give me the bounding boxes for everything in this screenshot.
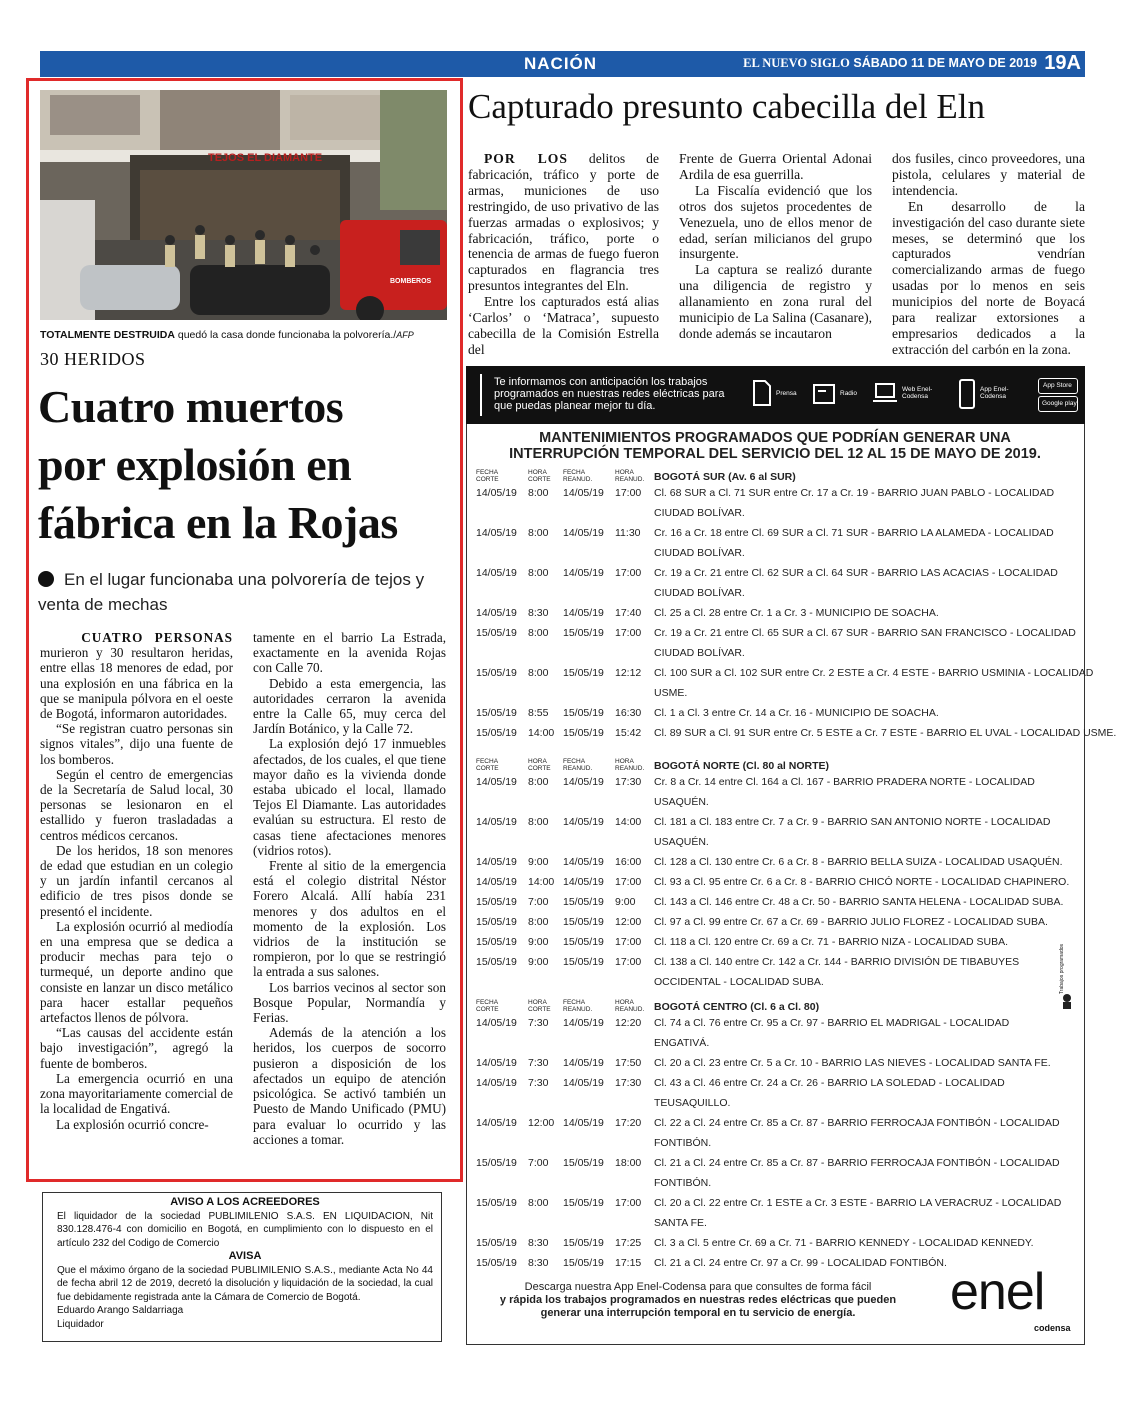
affected-area-cont: FONTIBÓN. bbox=[654, 1137, 712, 1149]
column-header: HORA bbox=[528, 758, 547, 765]
resume-date: 14/05/19 bbox=[563, 607, 604, 619]
caption-bold: TOTALMENTE DESTRUIDA bbox=[40, 329, 175, 341]
column-header: REANUD. bbox=[615, 765, 645, 772]
cut-time: 8:30 bbox=[528, 1257, 549, 1269]
paragraph: De los heridos, 18 son menores de edad que estudian en un colegio y un jardín infantil cercanos al edificio de tres pisos donde se presentó el incidente. bbox=[40, 842, 233, 919]
resume-date: 14/05/19 bbox=[563, 876, 604, 888]
resume-time: 16:30 bbox=[615, 707, 642, 719]
notice-paragraph: El liquidador de la sociedad PUBLIMILENIO S.A.S. EN LIQUIDACION, Nit 830.128.476-4 con domicilio en Bogotá, en cumplimiento con lo dispuesto en el artículo 232 del Codigo de Comercio bbox=[57, 1210, 433, 1249]
cut-date: 15/05/19 bbox=[476, 1197, 517, 1209]
lead-in: CUATRO PERSONAS bbox=[81, 630, 233, 645]
side-note-text: Trabajos programados bbox=[1059, 943, 1066, 995]
notice-title: AVISO A LOS ACREEDORES bbox=[170, 1196, 320, 1208]
column-header: CORTE bbox=[528, 1006, 551, 1013]
paragraph: Frente al sitio de la emergencia está el colegio distrital Néstor Forero Alcalá. Allí había 231 menores y dos adultos en el momento de la explosión. Los vidrios de la institución se rompieron, por lo que se restringió la entrada a sus salones. bbox=[253, 858, 446, 980]
resume-date: 15/05/19 bbox=[563, 956, 604, 968]
cut-time: 7:30 bbox=[528, 1057, 549, 1069]
headline-line-3: fábrica en la Rojas bbox=[38, 497, 398, 548]
cut-time: 8:00 bbox=[528, 527, 549, 539]
affected-area: Cl. 21 a Cl. 24 entre Cr. 97 a Cr. 99 - LOCALIDAD FONTIBÓN. bbox=[654, 1257, 947, 1269]
cut-date: 14/05/19 bbox=[476, 856, 517, 868]
paragraph: En desarrollo de la investigación del caso durante siete meses, se determinó que los capturados vendrían comercializando armas de fuego usadas por lo menos en seis municipios del norte de Boyacá para realizar extorsiones a empresarios dedicados a la extracción del carbón en la zona. bbox=[892, 198, 1085, 357]
column-header: REANUD. bbox=[615, 476, 645, 483]
column-header: FECHA bbox=[476, 469, 499, 476]
column-header: CORTE bbox=[476, 476, 499, 483]
resume-date: 14/05/19 bbox=[563, 1077, 604, 1089]
affected-area: Cl. 100 SUR a Cl. 102 SUR entre Cr. 2 ESTE a Cr. 4 ESTE - BARRIO USMINIA - LOCALIDAD bbox=[654, 667, 1094, 679]
column-header: CORTE bbox=[476, 765, 499, 772]
resume-date: 15/05/19 bbox=[563, 1157, 604, 1169]
cut-time: 9:00 bbox=[528, 936, 549, 948]
shop-sign: TEJOS EL DIAMANTE bbox=[208, 152, 323, 164]
resume-time: 17:00 bbox=[615, 487, 642, 499]
cut-date: 15/05/19 bbox=[476, 896, 517, 908]
footer-line-3: generar una interrupción temporal en tu servicio de energía. bbox=[540, 1307, 856, 1319]
cut-time: 8:00 bbox=[528, 627, 549, 639]
newspaper-name: EL NUEVO SIGLO bbox=[743, 56, 850, 70]
affected-area: Cl. 143 a Cl. 146 entre Cr. 48 a Cr. 50 - BARRIO SANTA HELENA - LOCALIDAD SUBA. bbox=[654, 896, 1064, 908]
resume-time: 17:00 bbox=[615, 876, 642, 888]
affected-area: Cr. 19 a Cr. 21 entre Cl. 62 SUR a Cl. 64 SUR - BARRIO LAS ACACIAS - LOCALIDAD bbox=[654, 567, 1058, 579]
affected-area: Cl. 1 a Cl. 3 entre Cr. 14 a Cr. 16 - MUNICIPIO DE SOACHA. bbox=[654, 707, 939, 719]
subtitle-text: En el lugar funcionaba una polvorería de tejos y venta de mechas bbox=[38, 570, 425, 614]
cut-date: 14/05/19 bbox=[476, 1077, 517, 1089]
affected-area-cont: CIUDAD BOLÍVAR. bbox=[654, 507, 745, 519]
affected-area-cont: CIUDAD BOLÍVAR. bbox=[654, 587, 745, 599]
notice-signature: Eduardo Arango Saldarriaga bbox=[57, 1305, 184, 1316]
paragraph: Entre los capturados está alias ‘Carlos’ o ‘Matraca’, supuesto cabecilla de la Comisión Estrella del bbox=[468, 294, 659, 357]
story-column-1 bbox=[40, 630, 233, 1132]
cut-time: 7:00 bbox=[528, 896, 549, 908]
headline-line-1: Cuatro muertos bbox=[38, 381, 344, 432]
resume-time: 17:00 bbox=[615, 1197, 642, 1209]
enel-intro-text: Te informamos con anticipación los trabajos programados en nuestras redes eléctricas para que puedas planear mejor tu día. bbox=[494, 376, 725, 412]
column-header: FECHA bbox=[563, 999, 586, 1006]
resume-time: 17:15 bbox=[615, 1257, 642, 1269]
affected-area: Cl. 138 a Cl. 140 entre Cr. 142 a Cr. 144 - BARRIO DIVISIÓN DE TIBABUYES bbox=[654, 956, 1020, 968]
affected-area: Cl. 21 a Cl. 24 entre Cr. 85 a Cr. 87 - BARRIO FERROCAJA FONTIBÓN - LOCALIDAD bbox=[654, 1157, 1060, 1169]
story-subtitle bbox=[38, 567, 438, 617]
cut-date: 14/05/19 bbox=[476, 1117, 517, 1129]
affected-area-cont: ENGATIVÁ. bbox=[654, 1037, 710, 1049]
column-header: HORA bbox=[615, 758, 634, 765]
cut-date: 14/05/19 bbox=[476, 776, 517, 788]
affected-area-cont: OCCIDENTAL - LOCALIDAD SUBA. bbox=[654, 976, 824, 988]
region-heading: BOGOTÁ CENTRO (Cl. 6 a Cl. 80) bbox=[654, 1001, 820, 1013]
cut-date: 15/05/19 bbox=[476, 1157, 517, 1169]
column-header: CORTE bbox=[528, 476, 551, 483]
affected-area: Cl. 118 a Cl. 120 entre Cr. 69 a Cr. 71 - BARRIO NIZA - LOCALIDAD SUBA. bbox=[654, 936, 1009, 948]
resume-date: 14/05/19 bbox=[563, 1017, 604, 1029]
region-heading: BOGOTÁ NORTE (Cl. 80 al NORTE) bbox=[654, 760, 830, 772]
cut-time: 14:00 bbox=[528, 876, 555, 888]
cut-date: 14/05/19 bbox=[476, 876, 517, 888]
resume-time: 17:00 bbox=[615, 956, 642, 968]
resume-date: 15/05/19 bbox=[563, 1197, 604, 1209]
affected-area: Cl. 20 a Cl. 23 entre Cr. 5 a Cr. 10 - BARRIO LAS NIEVES - LOCALIDAD SANTA FE. bbox=[654, 1057, 1051, 1069]
column-header: FECHA bbox=[476, 758, 499, 765]
affected-area: Cr. 16 a Cr. 18 entre Cl. 69 SUR a Cl. 71 SUR - BARRIO LA ALAMEDA - LOCALIDAD bbox=[654, 527, 1054, 539]
cut-time: 7:30 bbox=[528, 1077, 549, 1089]
cut-time: 9:00 bbox=[528, 956, 549, 968]
page-number: 19A bbox=[1044, 52, 1081, 74]
resume-time: 17:20 bbox=[615, 1117, 642, 1129]
channel-app-label: App Enel-Codensa bbox=[980, 386, 1009, 400]
resume-time: 12:12 bbox=[615, 667, 642, 679]
codensa-label: codensa bbox=[1034, 1323, 1071, 1333]
affected-area: Cl. 89 SUR a Cl. 91 SUR entre Cr. 5 ESTE a Cr. 7 ESTE - BARRIO EL UVAL - LOCALIDAD USME. bbox=[654, 727, 1117, 739]
footer-line-2: y rápida los trabajos programados en nuestras redes eléctricas que pueden bbox=[499, 1294, 897, 1306]
paragraph: La explosión ocurrió concre- bbox=[56, 1116, 209, 1132]
channel-radio-label: Radio bbox=[840, 390, 857, 397]
column-header: FECHA bbox=[563, 469, 586, 476]
cut-date: 14/05/19 bbox=[476, 527, 517, 539]
explosion-photo bbox=[40, 90, 447, 320]
paragraph: La Fiscalía evidenció que los otros dos sujetos procedentes de Venezuela, uno de ellos menor de edad, serían milicianos del grupo insurgente. bbox=[679, 182, 872, 262]
cut-date: 15/05/19 bbox=[476, 936, 517, 948]
resume-date: 14/05/19 bbox=[563, 776, 604, 788]
cut-date: 14/05/19 bbox=[476, 567, 517, 579]
paragraph: La explosión ocurrió al mediodía en una empresa que se dedica a producir mechas para tejo o turmequé, un deporte andino que consiste en lanzar un disco metálico para hacer estallar pequeños artefactos llenos de pólvora. bbox=[40, 918, 233, 1026]
enel-footer-text bbox=[478, 1281, 918, 1320]
headline-line-2: por explosión en bbox=[38, 439, 352, 490]
issue-date: SÁBADO 11 DE MAYO DE 2019 bbox=[853, 56, 1037, 70]
affected-area: Cl. 3 a Cl. 5 entre Cr. 69 a Cr. 71 - BARRIO KENNEDY - LOCALIDAD KENNEDY. bbox=[654, 1237, 1034, 1249]
resume-time: 16:00 bbox=[615, 856, 642, 868]
region-heading: BOGOTÁ SUR (Av. 6 al SUR) bbox=[654, 471, 796, 483]
cut-time: 8:00 bbox=[528, 667, 549, 679]
resume-time: 9:00 bbox=[615, 896, 636, 908]
resume-date: 15/05/19 bbox=[563, 707, 604, 719]
resume-time: 17:00 bbox=[615, 567, 642, 579]
affected-area-cont: FONTIBÓN. bbox=[654, 1177, 712, 1189]
affected-area: Cl. 74 a Cl. 76 entre Cr. 95 a Cr. 97 - BARRIO EL MADRIGAL - LOCALIDAD bbox=[654, 1017, 1010, 1029]
notice-signature-role: Liquidador bbox=[57, 1318, 104, 1330]
resume-date: 14/05/19 bbox=[563, 567, 604, 579]
resume-date: 15/05/19 bbox=[563, 727, 604, 739]
resume-date: 15/05/19 bbox=[563, 916, 604, 928]
resume-date: 15/05/19 bbox=[563, 896, 604, 908]
column-header: REANUD. bbox=[563, 1006, 593, 1013]
caption-credit: AFP bbox=[396, 330, 414, 340]
cut-time: 8:00 bbox=[528, 487, 549, 499]
app-store-label: App Store bbox=[1043, 382, 1072, 389]
story-headline bbox=[38, 378, 398, 552]
cut-time: 8:00 bbox=[528, 567, 549, 579]
resume-date: 14/05/19 bbox=[563, 816, 604, 828]
maintenance-table bbox=[466, 0, 1117, 1300]
paragraph: “Las causas del accidente están bajo investigación”, agregó la fuente de bomberos. bbox=[40, 1025, 233, 1071]
resume-date: 14/05/19 bbox=[563, 527, 604, 539]
cut-date: 14/05/19 bbox=[476, 487, 517, 499]
affected-area-cont: CIUDAD BOLÍVAR. bbox=[654, 647, 745, 659]
paragraph: Los barrios vecinos al sector son Bosque Popular, Normandía y Ferias. bbox=[253, 979, 446, 1026]
resume-time: 15:42 bbox=[615, 727, 642, 739]
affected-area: Cr. 19 a Cr. 21 entre Cl. 65 SUR a Cl. 67 SUR - BARRIO SAN FRANCISCO - LOCALIDAD bbox=[654, 627, 1076, 639]
column-header: REANUD. bbox=[615, 1006, 645, 1013]
legal-notice bbox=[42, 1192, 442, 1342]
affected-area: Cl. 25 a Cl. 28 entre Cr. 1 a Cr. 3 - MUNICIPIO DE SOACHA. bbox=[654, 607, 939, 619]
affected-area: Cl. 22 a Cl. 24 entre Cr. 85 a Cr. 87 - BARRIO FERROCAJA FONTIBÓN - LOCALIDAD bbox=[654, 1117, 1060, 1129]
cut-date: 14/05/19 bbox=[476, 607, 517, 619]
resume-time: 17:00 bbox=[615, 627, 642, 639]
cut-date: 14/05/19 bbox=[476, 1057, 517, 1069]
affected-area-cont: TEUSAQUILLO. bbox=[654, 1097, 731, 1109]
resume-date: 14/05/19 bbox=[563, 487, 604, 499]
resume-date: 15/05/19 bbox=[563, 1237, 604, 1249]
cut-date: 15/05/19 bbox=[476, 956, 517, 968]
enel-logo: enel bbox=[950, 1263, 1045, 1321]
paragraph: Frente de Guerra Oriental Adonai Ardila de esa guerrilla. bbox=[679, 151, 872, 182]
cut-time: 8:00 bbox=[528, 776, 549, 788]
resume-time: 17:40 bbox=[615, 607, 642, 619]
affected-area: Cr. 8 a Cr. 14 entre Cl. 164 a Cl. 167 - BARRIO PRADERA NORTE - LOCALIDAD bbox=[654, 776, 1035, 788]
affected-area-cont: SANTA FE. bbox=[654, 1217, 707, 1229]
cut-time: 12:00 bbox=[528, 1117, 555, 1129]
cut-date: 15/05/19 bbox=[476, 727, 517, 739]
affected-area-cont: USAQUÉN. bbox=[654, 796, 709, 808]
cut-time: 8:30 bbox=[528, 607, 549, 619]
cut-time: 8:00 bbox=[528, 1197, 549, 1209]
affected-area: Cl. 43 a Cl. 46 entre Cr. 24 a Cr. 26 - BARRIO LA SOLEDAD - LOCALIDAD bbox=[654, 1077, 1005, 1089]
column-header: HORA bbox=[615, 469, 634, 476]
cut-date: 15/05/19 bbox=[476, 1237, 517, 1249]
paragraph: tamente en el barrio La Estrada, exactamente en la avenida Rojas con Calle 70. bbox=[253, 630, 446, 676]
resume-date: 14/05/19 bbox=[563, 856, 604, 868]
section-name: NACIÓN bbox=[524, 54, 598, 73]
column-header: HORA bbox=[528, 469, 547, 476]
cut-time: 8:55 bbox=[528, 707, 549, 719]
story-column-2 bbox=[253, 630, 446, 1147]
affected-area-cont: USAQUÉN. bbox=[654, 836, 709, 848]
notice-paragraph: Que el máximo órgano de la sociedad PUBLIMILENIO S.A.S., mediante Acta No 44 de fecha abril 12 de 2019, decretó la disolución y liquidación de la sociedad, la cual fue debidamente registrada ante la Cámara de Comercio de Bogotá. bbox=[57, 1264, 433, 1303]
resume-time: 17:30 bbox=[615, 1077, 642, 1089]
cut-date: 15/05/19 bbox=[476, 916, 517, 928]
cut-time: 9:00 bbox=[528, 856, 549, 868]
lead-in: POR LOS bbox=[484, 151, 568, 166]
affected-area: Cl. 93 a Cl. 95 entre Cr. 6 a Cr. 8 - BARRIO CHICÓ NORTE - LOCALIDAD CHAPINERO. bbox=[654, 876, 1070, 888]
column-header: FECHA bbox=[563, 758, 586, 765]
cut-date: 14/05/19 bbox=[476, 1017, 517, 1029]
paragraph: La explosión dejó 17 inmuebles afectados, de los cuales, el que tiene mayor daño es la vivienda donde estaba ubicado el local, llamado Tejos El Diamante. Las autoridades evalúan su estructura. El resto de casas tiene afectaciones menores (vidrios rotos). bbox=[253, 736, 446, 858]
resume-date: 15/05/19 bbox=[563, 936, 604, 948]
column-header: REANUD. bbox=[563, 476, 593, 483]
affected-area-cont: CIUDAD BOLÍVAR. bbox=[654, 547, 745, 559]
story-kicker: 30 HERIDOS bbox=[40, 349, 146, 369]
column-header: CORTE bbox=[528, 765, 551, 772]
column-header: HORA bbox=[615, 999, 634, 1006]
resume-date: 15/05/19 bbox=[563, 1257, 604, 1269]
resume-time: 17:00 bbox=[615, 936, 642, 948]
paragraph-text: delitos de fabricación, tráfico y porte de armas, municiones de uso restringido, de uso privativo de las fuerzas armadas o explosivos; y fabricación, tráfico, porte o tenencia de armas de fuego fueron capturados en flagrancia tres presuntos integrantes del Eln. bbox=[468, 151, 659, 294]
resume-time: 12:20 bbox=[615, 1017, 642, 1029]
cut-time: 8:00 bbox=[528, 916, 549, 928]
column-header: CORTE bbox=[476, 1006, 499, 1013]
resume-time: 11:30 bbox=[615, 527, 641, 539]
notice-subtitle: AVISA bbox=[228, 1250, 262, 1262]
paragraph: Debido a esta emergencia, las autoridades cerraron la avenida entre la Calle 65, muy cerca del Jardín Botánico, y la Calle 72. bbox=[253, 675, 446, 737]
resume-time: 18:00 bbox=[615, 1157, 642, 1169]
resume-time: 17:50 bbox=[615, 1057, 642, 1069]
cut-date: 15/05/19 bbox=[476, 667, 517, 679]
affected-area-cont: USME. bbox=[654, 687, 688, 699]
paragraph: Además de la atención a los heridos, los cuerpos de socorro pusieron a disposición de los afectados un equipo de atención psicológica. Se activó también un Puesto de Mando Unificado (PMU) para evaluar lo ocurrido y las acciones a tomar. bbox=[253, 1025, 446, 1147]
column-header: HORA bbox=[528, 999, 547, 1006]
resume-date: 14/05/19 bbox=[563, 1057, 604, 1069]
cut-date: 15/05/19 bbox=[476, 627, 517, 639]
resume-date: 15/05/19 bbox=[563, 627, 604, 639]
cut-time: 8:30 bbox=[528, 1237, 549, 1249]
resume-time: 17:30 bbox=[615, 776, 642, 788]
caption-text: quedó la casa donde funcionaba la polvorería./ bbox=[174, 329, 397, 341]
cut-time: 7:30 bbox=[528, 1017, 549, 1029]
footer-line-1: Descarga nuestra App Enel-Codensa para que consultes de forma fácil bbox=[524, 1281, 872, 1293]
cut-time: 7:00 bbox=[528, 1157, 549, 1169]
maintenance-title: MANTENIMIENTOS PROGRAMADOS QUE PODRÍAN GENERAR UNA INTERRUPCIÓN TEMPORAL DEL SERVICIO DEL 12 AL 15 DE MAYO DE 2019. bbox=[509, 430, 1041, 462]
affected-area: Cl. 128 a Cl. 130 entre Cr. 6 a Cr. 8 - BARRIO BELLA SUIZA - LOCALIDAD USAQUÉN. bbox=[654, 856, 1063, 868]
paragraph: “Se registran cuatro personas sin signos vitales”, dijo una fuente de los bomberos. bbox=[40, 721, 233, 767]
resume-time: 12:00 bbox=[615, 916, 642, 928]
affected-area: Cl. 20 a Cl. 22 entre Cr. 1 ESTE a Cr. 3 ESTE - BARRIO LA VERACRUZ - LOCALIDAD bbox=[654, 1197, 1062, 1209]
affected-area: Cl. 181 a Cl. 183 entre Cr. 7 a Cr. 9 - BARRIO SAN ANTONIO NORTE - LOCALIDAD bbox=[654, 816, 1051, 828]
google-play-label: Google play bbox=[1042, 400, 1077, 407]
affected-area: Cl. 97 a Cl. 99 entre Cr. 67 a Cr. 69 - BARRIO JULIO FLOREZ - LOCALIDAD SUBA. bbox=[654, 916, 1048, 928]
resume-date: 14/05/19 bbox=[563, 1117, 604, 1129]
column-header: FECHA bbox=[476, 999, 499, 1006]
paragraph: dos fusiles, cinco proveedores, una pistola, celulares y material de intendencia. bbox=[892, 151, 1085, 198]
right-story-headline: Capturado presunto cabecilla del Eln bbox=[468, 87, 986, 126]
cut-date: 14/05/19 bbox=[476, 816, 517, 828]
paragraph: La emergencia ocurrió en una zona mayoritariamente comercial de la localidad de Engativá. bbox=[40, 1070, 233, 1117]
resume-time: 14:00 bbox=[615, 816, 642, 828]
column-header: REANUD. bbox=[563, 765, 593, 772]
resume-time: 17:25 bbox=[615, 1237, 642, 1249]
channel-web-label: Web Enel-Codensa bbox=[902, 386, 933, 400]
paragraph: La captura se realizó durante una diligencia de registro y allanamiento en zona rural del municipio de La Salina (Casanare), donde además se incautaron bbox=[679, 262, 872, 341]
bullet-icon bbox=[38, 571, 54, 587]
resume-date: 15/05/19 bbox=[563, 667, 604, 679]
paragraph bbox=[40, 630, 233, 721]
cut-date: 15/05/19 bbox=[476, 1257, 517, 1269]
affected-area: Cl. 68 SUR a Cl. 71 SUR entre Cr. 17 a Cr. 19 - BARRIO JUAN PABLO - LOCALIDAD bbox=[654, 487, 1055, 499]
paragraph: Según el centro de emergencias de la Secretaría de Salud local, 30 personas se lesionaron en el estallido y fueron trasladadas a centros médicos cercanos. bbox=[40, 766, 233, 843]
cut-time: 14:00 bbox=[528, 727, 555, 739]
cut-time: 8:00 bbox=[528, 816, 549, 828]
photo-caption bbox=[40, 329, 414, 341]
channel-press-label: Prensa bbox=[776, 390, 797, 397]
truck-label: BOMBEROS bbox=[390, 278, 432, 285]
cut-date: 15/05/19 bbox=[476, 707, 517, 719]
paragraph-text: murieron y 30 resultaron heridas, entre ellas 18 menores de edad, por una explosión en una fábrica en la que se manipula pólvora en el oeste de Bogotá, informaron autoridades. bbox=[40, 645, 233, 722]
side-note bbox=[1055, 943, 1077, 1010]
